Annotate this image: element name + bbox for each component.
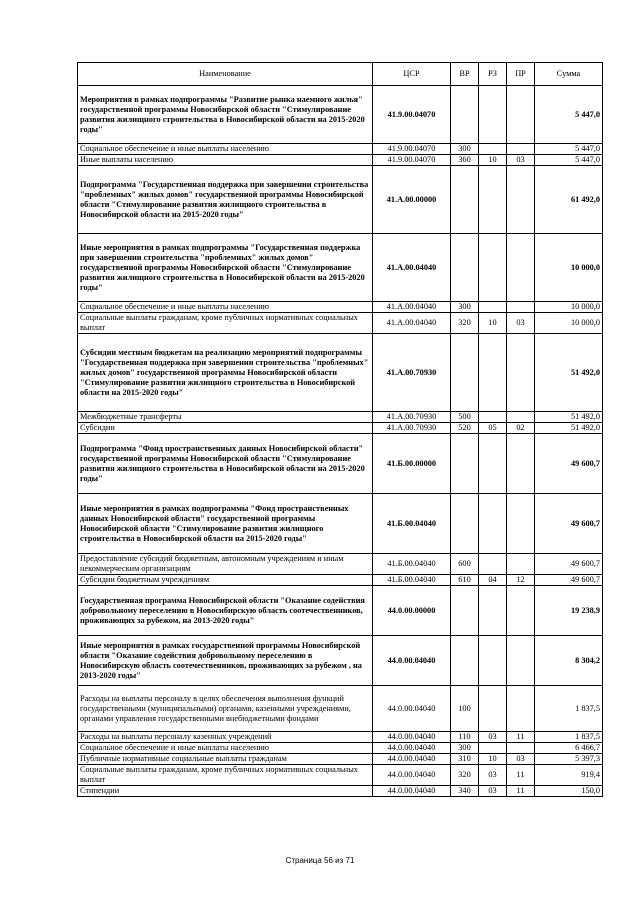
table-row xyxy=(78,313,603,334)
cell-rz xyxy=(479,636,507,686)
cell-rz: 05 xyxy=(479,423,507,434)
cell-name: Расходы на выплаты персоналу казенных учреждений xyxy=(78,732,373,743)
cell-rz xyxy=(479,743,507,754)
cell-name: Социальные выплаты гражданам, кроме публичных нормативных социальных выплат xyxy=(78,313,373,334)
cell-sum: 49 600,7 xyxy=(535,554,603,575)
cell-vr xyxy=(451,234,479,302)
cell-pr: 11 xyxy=(507,732,535,743)
cell-rz xyxy=(479,686,507,732)
cell-sum: 10 000,0 xyxy=(535,313,603,334)
header-vr: ВР xyxy=(451,63,479,86)
header-name: Наименование xyxy=(78,63,373,86)
cell-sum: 49 600,7 xyxy=(535,434,603,494)
cell-vr xyxy=(451,586,479,636)
cell-sum: 1 837,5 xyxy=(535,732,603,743)
cell-rz xyxy=(479,144,507,155)
cell-sum: 49 600,7 xyxy=(535,494,603,554)
cell-sum: 10 000,0 xyxy=(535,234,603,302)
table-row xyxy=(78,786,603,797)
cell-name: Расходы на выплаты персоналу в целях обеспечения выполнения функций государственными (муниципальными) органами, казенными учреждениями, органами управления государственными внебюджетными фондами xyxy=(78,686,373,732)
budget-table xyxy=(77,62,603,797)
cell-pr xyxy=(507,586,535,636)
cell-csr: 44.0.00.04040 xyxy=(373,743,451,754)
cell-csr: 41.9.00.04070 xyxy=(373,86,451,144)
cell-csr: 41.Б.00.00000 xyxy=(373,434,451,494)
cell-pr xyxy=(507,302,535,313)
cell-vr xyxy=(451,434,479,494)
budget-table-page xyxy=(77,62,602,797)
cell-vr: 340 xyxy=(451,786,479,797)
cell-rz xyxy=(479,554,507,575)
table-row xyxy=(78,155,603,166)
header-sum: Сумма xyxy=(535,63,603,86)
cell-name: Предоставление субсидий бюджетным, автономным учреждениям и иным некоммерческим организациям xyxy=(78,554,373,575)
table-row xyxy=(78,575,603,586)
cell-csr: 41.А.00.04040 xyxy=(373,313,451,334)
cell-vr xyxy=(451,636,479,686)
cell-sum: 49 600,7 xyxy=(535,575,603,586)
header-rz: РЗ xyxy=(479,63,507,86)
cell-pr xyxy=(507,412,535,423)
cell-sum: 5 397,3 xyxy=(535,754,603,765)
cell-rz: 10 xyxy=(479,754,507,765)
cell-pr xyxy=(507,234,535,302)
cell-name: Социальное обеспечение и иные выплаты населению xyxy=(78,302,373,313)
cell-vr xyxy=(451,86,479,144)
cell-rz xyxy=(479,434,507,494)
cell-csr: 44.0.00.04040 xyxy=(373,732,451,743)
cell-name: Государственная программа Новосибирской области "Оказание содействия добровольному переселению в Новосибирскую область соотечественников, проживающих за рубежом, на 2013-2020 годы" xyxy=(78,586,373,636)
cell-csr: 44.0.00.04040 xyxy=(373,686,451,732)
cell-csr: 41.Б.00.04040 xyxy=(373,575,451,586)
table-row xyxy=(78,86,603,144)
header-csr: ЦСР xyxy=(373,63,451,86)
cell-vr: 100 xyxy=(451,686,479,732)
cell-pr: 11 xyxy=(507,765,535,786)
table-row xyxy=(78,586,603,636)
cell-sum: 51 492,0 xyxy=(535,412,603,423)
cell-rz: 03 xyxy=(479,786,507,797)
cell-name: Межбюджетные трансферты xyxy=(78,412,373,423)
cell-vr xyxy=(451,166,479,234)
cell-pr xyxy=(507,166,535,234)
table-row xyxy=(78,686,603,732)
table-row xyxy=(78,636,603,686)
cell-name: Иные выплаты населению xyxy=(78,155,373,166)
cell-sum: 8 304,2 xyxy=(535,636,603,686)
table-body xyxy=(78,86,603,797)
cell-pr: 03 xyxy=(507,313,535,334)
cell-vr: 300 xyxy=(451,743,479,754)
cell-pr: 02 xyxy=(507,423,535,434)
cell-rz xyxy=(479,166,507,234)
cell-rz xyxy=(479,412,507,423)
cell-pr xyxy=(507,636,535,686)
cell-sum: 51 492,0 xyxy=(535,334,603,412)
cell-csr: 44.0.00.04040 xyxy=(373,786,451,797)
table-header-row xyxy=(78,63,603,86)
cell-name: Иные мероприятия в рамках подпрограммы "Фонд пространственных данных Новосибирской области" государственной программы Новосибирской области "Стимулирование развития жилищного строительства в Новосибирской области на 2015-2020 годы" xyxy=(78,494,373,554)
cell-name: Подпрограмма "Государственная поддержка при завершении строительства "проблемных" жилых домов" государственной программы Новосибирской области "Стимулирование развития жилищного строительства в Новосибирской области на 2015-2020 годы" xyxy=(78,166,373,234)
cell-rz: 03 xyxy=(479,765,507,786)
cell-sum: 5 447,0 xyxy=(535,155,603,166)
table-row xyxy=(78,144,603,155)
cell-pr: 12 xyxy=(507,575,535,586)
cell-name: Социальное обеспечение и иные выплаты населению xyxy=(78,144,373,155)
table-row xyxy=(78,754,603,765)
cell-vr xyxy=(451,494,479,554)
cell-rz: 03 xyxy=(479,732,507,743)
cell-pr xyxy=(507,434,535,494)
cell-rz: 10 xyxy=(479,313,507,334)
cell-vr: 300 xyxy=(451,302,479,313)
cell-name: Стипендии xyxy=(78,786,373,797)
cell-pr xyxy=(507,334,535,412)
cell-sum: 5 447,0 xyxy=(535,86,603,144)
cell-csr: 41.Б.00.04040 xyxy=(373,554,451,575)
cell-sum: 19 238,9 xyxy=(535,586,603,636)
cell-vr: 320 xyxy=(451,765,479,786)
table-row xyxy=(78,554,603,575)
cell-csr: 41.А.00.00000 xyxy=(373,166,451,234)
cell-pr xyxy=(507,144,535,155)
cell-sum: 919,4 xyxy=(535,765,603,786)
header-pr: ПР xyxy=(507,63,535,86)
cell-vr: 310 xyxy=(451,754,479,765)
cell-name: Иные мероприятия в рамках государственной программы Новосибирской области "Оказание содействия добровольному переселению в Новосибирскую область соотечественников, проживающих за рубежом , на 2013-2020 годы" xyxy=(78,636,373,686)
cell-vr xyxy=(451,334,479,412)
cell-pr xyxy=(507,686,535,732)
table-row xyxy=(78,434,603,494)
table-row xyxy=(78,166,603,234)
table-row xyxy=(78,334,603,412)
cell-vr: 320 xyxy=(451,313,479,334)
table-row xyxy=(78,234,603,302)
cell-name: Подпрограмма "Фонд пространственных данных Новосибирской области" государственной программы Новосибирской области "Стимулирование развития жилищного строительства в Новосибирской области на 2015-2020 годы" xyxy=(78,434,373,494)
cell-pr: 03 xyxy=(507,155,535,166)
cell-csr: 41.А.00.70930 xyxy=(373,412,451,423)
cell-name: Социальные выплаты гражданам, кроме публичных нормативных социальных выплат xyxy=(78,765,373,786)
cell-vr: 360 xyxy=(451,155,479,166)
cell-vr: 520 xyxy=(451,423,479,434)
cell-vr: 610 xyxy=(451,575,479,586)
cell-vr: 300 xyxy=(451,144,479,155)
cell-name: Публичные нормативные социальные выплаты гражданам xyxy=(78,754,373,765)
cell-pr xyxy=(507,494,535,554)
cell-name: Иные мероприятия в рамках подпрограммы "Государственная поддержка при завершении строительства "проблемных" жилых домов" государственной программы Новосибирской области "Стимулирование развития жилищного строительства в Новосибирской области на 2015-2020 годы" xyxy=(78,234,373,302)
cell-vr: 600 xyxy=(451,554,479,575)
table-row xyxy=(78,423,603,434)
cell-csr: 41.Б.00.04040 xyxy=(373,494,451,554)
cell-rz xyxy=(479,334,507,412)
cell-vr: 110 xyxy=(451,732,479,743)
cell-pr: 11 xyxy=(507,786,535,797)
table-row xyxy=(78,732,603,743)
cell-rz: 04 xyxy=(479,575,507,586)
cell-sum: 61 492,0 xyxy=(535,166,603,234)
cell-csr: 41.9.00.04070 xyxy=(373,144,451,155)
cell-pr xyxy=(507,743,535,754)
table-row xyxy=(78,765,603,786)
cell-sum: 150,0 xyxy=(535,786,603,797)
table-row xyxy=(78,302,603,313)
cell-rz: 10 xyxy=(479,155,507,166)
cell-csr: 44.0.00.04040 xyxy=(373,754,451,765)
cell-csr: 41.А.00.04040 xyxy=(373,234,451,302)
cell-name: Субсидии бюджетным учреждениям xyxy=(78,575,373,586)
cell-rz xyxy=(479,302,507,313)
cell-rz xyxy=(479,86,507,144)
cell-name: Субсидии xyxy=(78,423,373,434)
cell-csr: 41.А.00.70930 xyxy=(373,423,451,434)
cell-sum: 6 466,7 xyxy=(535,743,603,754)
cell-pr xyxy=(507,86,535,144)
cell-rz xyxy=(479,234,507,302)
cell-csr: 41.9.00.04070 xyxy=(373,155,451,166)
cell-csr: 41.А.00.04040 xyxy=(373,302,451,313)
page-footer: Страница 56 из 71 xyxy=(285,856,355,865)
cell-sum: 5 447,0 xyxy=(535,144,603,155)
cell-csr: 44.0.00.04040 xyxy=(373,636,451,686)
cell-pr: 03 xyxy=(507,754,535,765)
cell-sum: 1 837,5 xyxy=(535,686,603,732)
cell-csr: 41.А.00.70930 xyxy=(373,334,451,412)
cell-rz xyxy=(479,494,507,554)
cell-name: Социальное обеспечение и иные выплаты населению xyxy=(78,743,373,754)
cell-name: Субсидии местным бюджетам на реализацию мероприятий подпрограммы "Государственная поддержка при завершении строительства "проблемных" жилых домов" государственной программы Новосибирской области "Стимулирование развития жилищного строительства в Новосибирской области на 2015-2020 годы" xyxy=(78,334,373,412)
cell-sum: 51 492,0 xyxy=(535,423,603,434)
cell-vr: 500 xyxy=(451,412,479,423)
cell-csr: 44.0.00.00000 xyxy=(373,586,451,636)
table-row xyxy=(78,494,603,554)
cell-name: Мероприятия в рамках подпрограммы "Развитие рынка наемного жилья" государственной программы Новосибирской области "Стимулирование развития жилищного строительства в Новосибирской области на 2015-2020 годы" xyxy=(78,86,373,144)
table-row xyxy=(78,743,603,754)
cell-pr xyxy=(507,554,535,575)
cell-sum: 10 000,0 xyxy=(535,302,603,313)
table-row xyxy=(78,412,603,423)
cell-rz xyxy=(479,586,507,636)
cell-csr: 44.0.00.04040 xyxy=(373,765,451,786)
